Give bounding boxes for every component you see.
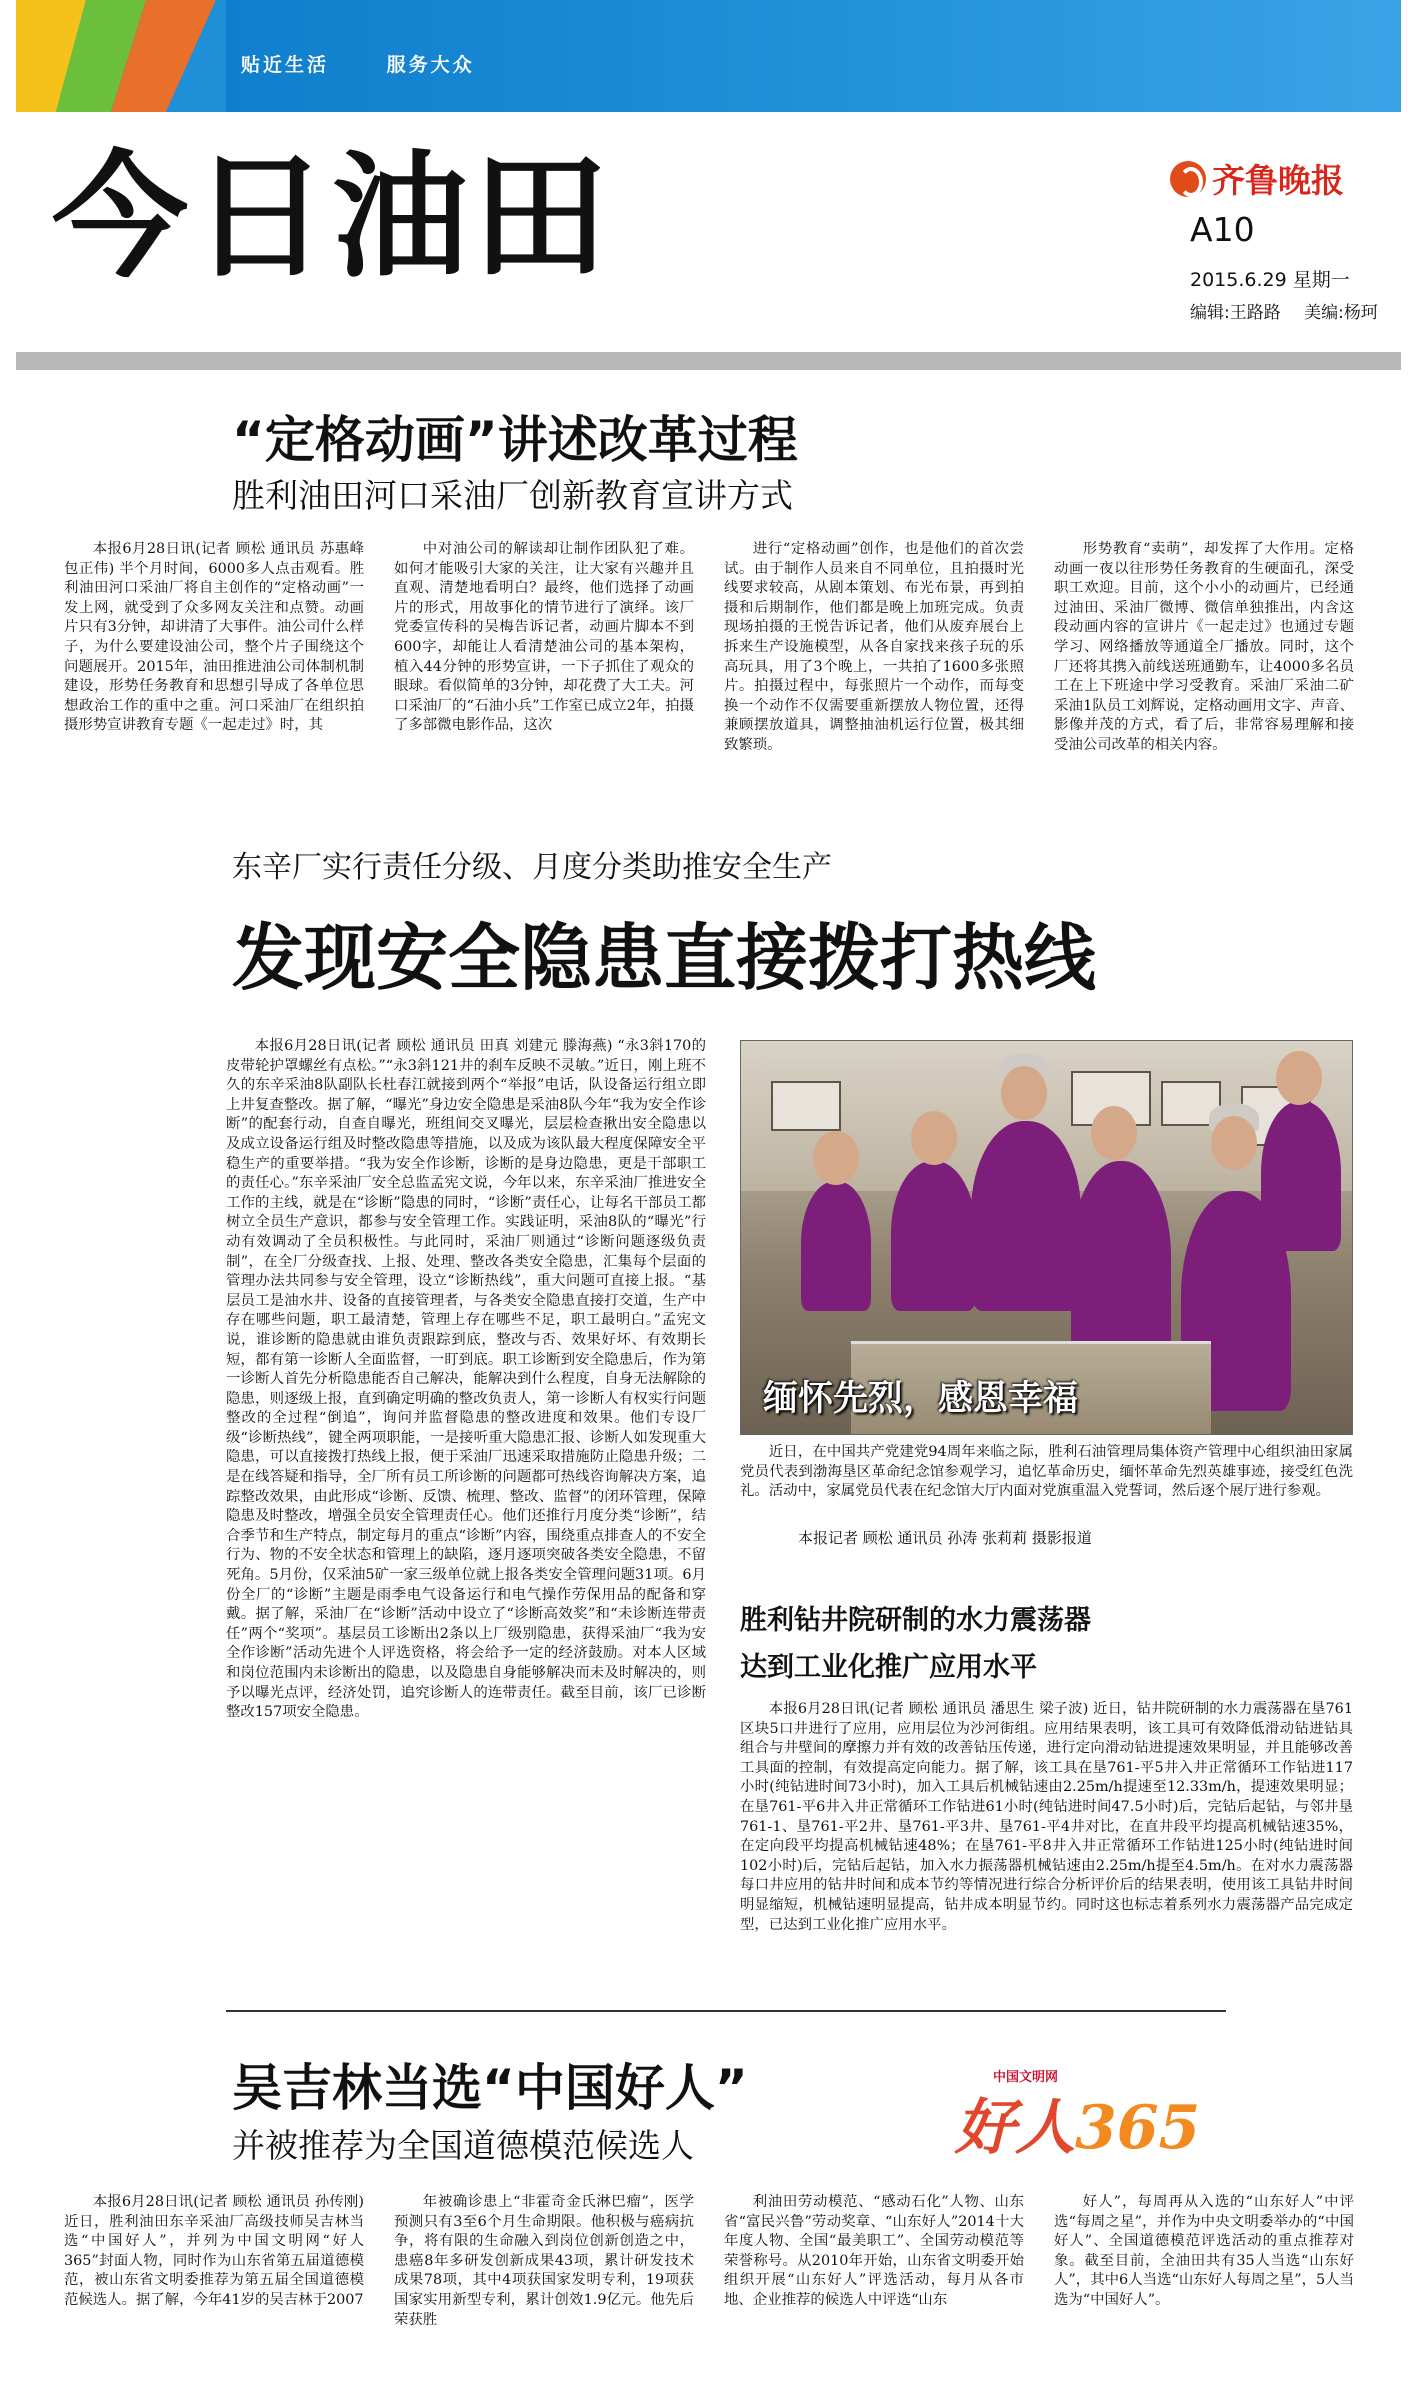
article4-column: 利油田劳动模范、“感动石化”人物、山东省“富民兴鲁”劳动奖章、“山东好人”2014十大年度人物、全国“最美职工”、全国劳动模范等荣誉称号。从2010年开始，山东省文明委开始组织开展“山东好人”评选活动，每月从各市地、企业推荐的候选人中评选“山东 <box>724 2194 1024 2308</box>
article2-kicker: 东辛厂实行责任分级、月度分类助推安全生产 <box>232 850 832 885</box>
photo-head <box>1001 1066 1047 1120</box>
article1-column: 中对油公司的解读却让制作团队犯了难。如何才能吸引大家的关注，让大家有兴趣并且直观、清楚地看明白？最终，他们选择了动画片的形式，用故事化的情节进行了演绎。该厂党委宣传科的吴梅告诉记者，动画片脚本不到600字，却能让人看清楚油公司的基本架构，植入44分钟的形势宣讲，一下子抓住了观众的眼球。看似简单的3分钟，却花费了大工夫。河口采油厂的“石油小兵”工作室已成立2年，拍摄了多部微电影作品，这次 <box>394 541 694 734</box>
header-divider <box>16 352 1401 370</box>
article3-body <box>740 1700 1353 1975</box>
news-photo <box>740 1040 1353 1435</box>
article4-column: 年被确诊患上“非霍奇金氏淋巴瘤”，医学预测只有3至6个月生命期限。他积极与癌病抗争，将有限的生命融入到岗位创新创造之中，患癌8年多研发创新成果43项，累计研发技术成果78项，其中4项获国家发明专利，19项获国家实用新型专利，累计创效1.9亿元。他先后荣获胜 <box>394 2194 694 2328</box>
article3-title-line2: 达到工业化推广应用水平 <box>740 1652 1037 1683</box>
photo-person <box>801 1181 871 1311</box>
article1-column: 形势教育“卖萌”，却发挥了大作用。定格动画一夜以往形势任务教育的生硬面孔，深受职工欢迎。目前，这个小小的动画片，已经通过油田、采油厂微博、微信单独推出，内含这段动画内容的宣讲片《一起走过》也通过专题学习、网络播放等通道全厂播放。同时，这个厂还将其携入前线送班通勤车，让4000多名员工在上下班途中学习受教育。采油厂采油二矿采油1队员工刘辉说，定格动画用文字、声音、影像并茂的方式，看了后，非常容易理解和接受油公司改革的相关内容。 <box>1054 541 1354 753</box>
article1-subtitle: 胜利油田河口采油厂创新教育宣讲方式 <box>232 476 793 515</box>
paper-logo-icon <box>1170 161 1206 197</box>
photo-person <box>891 1161 976 1311</box>
slogan-2: 服务大众 <box>386 54 475 76</box>
photo-exhibit-frame <box>771 1081 841 1131</box>
article1-column: 进行“定格动画”创作，也是他们的首次尝试。由于制作人员来自不同单位，且拍摄时光线要求较高，从剧本策划、布光布景，再到拍摄和后期制作，他们都是晚上加班完成。负责现场拍摄的王悦告诉记者，他们从废弃展台上拆来生产设施模型，从各自家找来孩子玩的乐高玩具，用了3个晚上，一共拍了1600多张照片。拍摄过程中，每张照片一个动作，而每变换一个动作不仅需要重新摆放人物位置，还得兼顾摆放道具，调整抽油机运行位置，极其细致繁琐。 <box>724 541 1024 753</box>
photo-story-column: 近日，在中国共产党建党94周年来临之际，胜利石油管理局集体资产管理中心组织油田家属党员代表到渤海垦区革命纪念馆参观学习，追忆革命历史，缅怀革命先烈英雄事迹，接受红色洗礼。活动中，家属党员代表在纪念馆大厅内面对党旗重温入党誓词，然后逐个展厅进行参观。 <box>740 1444 1353 1500</box>
article4-title: 吴吉林当选“中国好人” <box>232 2059 748 2117</box>
article1-title: “定格动画”讲述改革过程 <box>232 411 798 469</box>
photo-head <box>1091 1106 1137 1160</box>
article2-column: 本报6月28日讯(记者 顾松 通讯员 田真 刘建元 滕海燕) “永3斜170的皮带轮护罩螺丝有点松。”“永3斜121井的刹车反映不灵敏。”近日，刚上班不久的东辛采油8队副队长杜春江就接到两个“举报”电话，队设备运行组立即上井复查整改。据了解，“曝光”身边安全隐患是采油8队今年“我为安全作诊断”的配套行动，自查自曝光，班组间交叉曝光，层层检查揪出安全隐患以及成立设备运行组及时整改隐患等措施，以及成为该队最大程度保障安全平稳生产的重要举措。“我为安全作诊断，诊断的是身边隐患，更是干部职工的责任心。”东辛采油厂安全总监孟宪文说，今年以来，东辛采油厂推进安全工作的主线，就是在“诊断”隐患的同时，“诊断”责任心，让每名干部员工都树立全员生产意识，都参与安全管理工作。实践证明，采油8队的“曝光”行动有效调动了全员积极性。与此同时，采油厂则通过“诊断问题逐级负责制”，在全厂分级查找、上报、处理、整改各类安全隐患，汇集每个层面的管理办法共同参与安全管理，设立“诊断热线”，重大问题可直接上报。“基层员工是油水井、设备的直接管理者，与各类安全隐患直接打交道，生产中存在哪些问题，职工最清楚，管理上存在哪些不足，职工最明白。”孟宪文说，谁诊断的隐患就由谁负责跟踪到底，整改与否、效果好坏、有效期长短，都有第一诊断人全面监督，一盯到底。职工诊断到安全隐患后，作为第一诊断人首先分析隐患能否自己解决，能解决到什么程度，自身无法解除的隐患，则逐级上报，直到确定明确的整改负责人，第一诊断人有权实行问题整改的全过程“倒追”，询问并监督隐患的整改进度和效果。他们专设厂级“诊断热线”，键全两项职能，一是接听重大隐患汇报、诊断人如发现重大隐患，可以直接拨打热线上报，便于采油厂迅速采取措施防止隐患升级；二是在线答疑和指导，全厂所有员工所诊断的问题都可热线咨询解决方案，追踪整改效果，由此形成“诊断、反馈、梳理、整改、监督”的闭环管理，保障隐患及时整改，增强全员安全管理责任心。他们还推行月度分类“诊断”，结合季节和生产特点，制定每月的重点“诊断”内容，围绕重点排查人的不安全行为、物的不安全状态和管理上的缺陷，逐月逐项突破各类安全隐患，不留死角。5月份，仅采油5矿一家三级单位就上报各类安全管理问题31项。6月份全厂的“诊断”主题是雨季电气设备运行和电气操作劳保用品的配备和穿戴。据了解，采油厂在“诊断”活动中设立了“诊断高效奖”和“未诊断连带责任”两个“奖项”。基层员工诊断出2条以上厂级别隐患，获得采油厂“我为安全作诊断”活动先进个人评选资格，将会给予一定的经济鼓励。对本人区域和岗位范围内未诊断出的隐患，以及隐患自身能够解决而未及时解决的，则予以曝光点评，经济处罚，追究诊断人的连带责任。截至目前，该厂已诊断整改157项安全隐患。 <box>226 1038 706 1721</box>
banner-slogan <box>241 50 523 77</box>
photo-head <box>1211 1116 1257 1170</box>
photo-head <box>1276 1051 1322 1105</box>
page-editors <box>1190 298 1396 323</box>
photo-head <box>911 1111 957 1165</box>
article1-column: 本报6月28日讯(记者 顾松 通讯员 苏惠峰 包正伟) 半个月时间，6000多人点击观看。胜利油田河口采油厂将自主创作的“定格动画”一发上网，就受到了众多网友关注和点赞。动画片只有3分钟，却讲清了大事件。油公司什么样子，为什么要建设油公司，整个片子围绕这个问题展开。2015年，油田推进油公司体制机制建设，形势任务教育和思想引导成了各单位思想政治工作的重中之重。河口采油厂在组织拍摄形势宣讲教育专题《一起走过》时，其 <box>64 541 364 734</box>
article3-column: 本报6月28日讯(记者 顾松 通讯员 潘思生 梁子波) 近日，钻井院研制的水力震荡器在垦761区块5口井进行了应用，应用层位为沙河街组。应用结果表明，该工具可有效降低滑动钻进钻具组合与井壁间的摩擦力并有效的改善钻压传递，进行定向滑动钻进提速效果明显，并且能够改善工具面的控制，有效提高定向能力。据了解，该工具在垦761-平5井入井正常循环工作钻进117小时(纯钻进时间73小时)，加入工具后机械钻速由2.25m/h提速至12.33m/h，提速效果明显；在垦761-平6井入井正常循环工作钻进61小时(纯钻进时间47.5小时)后，完钻后起钻，与邻井垦761-1、垦761-平2井、垦761-平3井、垦761-平4井对比，在直井段平均提高机械钻速35%，在定向段平均提高机械钻速48%；在垦761-平8井入井正常循环工作钻进125小时(纯钻进时间102小时)后，完钻后起钻，加入水力振荡器机械钻速由2.25m/h提至4.5m/h。在对水力震荡器每口井应用的钻井时间和成本节约等情况进行综合分析评价后的结果表明，使用该工具钻井时间明显缩短，机械钻速明显提高，钻井成本明显节约。同时这也标志着系列水力震荡器产品完成定型，已达到工业化推广应用水平。 <box>740 1701 1353 1933</box>
slogan-1: 贴近生活 <box>241 54 330 76</box>
photo-person <box>971 1121 1081 1311</box>
haoren-badge-source: 中国文明网 <box>993 2070 1059 2085</box>
banner-logo-icon <box>16 0 226 112</box>
paper-logo <box>1170 155 1344 202</box>
article4-column: 本报6月28日讯(记者 顾松 通讯员 孙传刚) 近日，胜利油田东辛采油厂高级技师吴吉林当选“中国好人”，并列为中国文明网“好人365”封面人物，同时作为山东省第五届道德模范，被山东省文明委推荐为第五届全国道德模范候选人。据了解，今年41岁的吴吉林于2007 <box>64 2194 364 2308</box>
section-title: 今日油田 <box>52 139 612 297</box>
article4-body <box>64 2193 1354 2393</box>
article2-title: 发现安全隐患直接拨打热线 <box>232 916 1097 1000</box>
photo-caption-overlay: 缅怀先烈，感恩幸福 <box>763 1379 1079 1419</box>
editor-credit: 编辑:王路路 <box>1190 303 1281 323</box>
section-divider <box>226 2010 1226 2012</box>
article3-title-line1: 胜利钻井院研制的水力震荡器 <box>740 1605 1091 1636</box>
article2-body <box>226 1037 706 1991</box>
haoren-365-logo <box>955 2062 1201 2163</box>
photo-credit: 本报记者 顾松 通讯员 孙涛 张莉莉 摄影报道 <box>798 1529 1092 1547</box>
article1-body <box>64 540 1354 790</box>
photo-story-text <box>740 1443 1353 1523</box>
article4-column: 好人”，每周再从入选的“山东好人”中评选“每周之星”，并作为中央文明委举办的“中国好人”、全国道德模范评选活动的重点推荐对象。截至目前，全油田共有35人当选“山东好人”，其中6人当选“山东好人每周之星”，5人当选为“中国好人”。 <box>1054 2194 1354 2308</box>
photo-head <box>813 1131 859 1185</box>
designer-credit: 美编:杨珂 <box>1304 303 1378 323</box>
page-date: 2015.6.29 星期一 <box>1190 269 1350 291</box>
photo-person <box>1071 1161 1171 1361</box>
article4-subtitle: 并被推荐为全国道德模范候选人 <box>232 2126 694 2165</box>
top-banner <box>16 0 1401 112</box>
photo-person <box>1261 1101 1341 1251</box>
page-number: A10 <box>1190 210 1255 249</box>
haoren-badge-text: 好人365 <box>955 2093 1201 2163</box>
paper-name: 齐鲁晚报 <box>1212 161 1344 200</box>
